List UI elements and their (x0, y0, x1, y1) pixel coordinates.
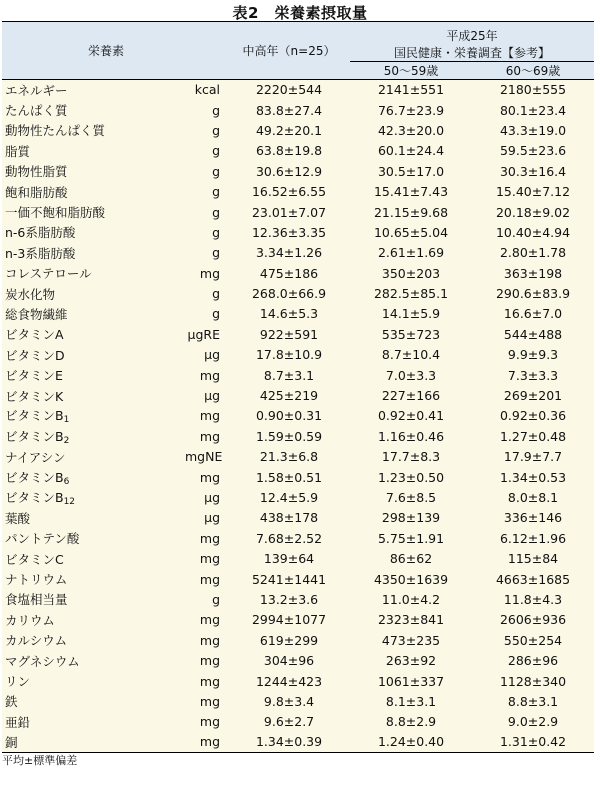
nutrient-unit: mg (199, 428, 221, 444)
value-middle-aged: 304±96 (263, 653, 315, 669)
value-middle-aged: 475±186 (259, 265, 319, 281)
value-middle-aged: 425±219 (259, 388, 319, 404)
table-row (2, 712, 594, 732)
table-row (2, 283, 594, 303)
value-60s: 6.12±1.96 (499, 530, 567, 546)
nutrient-unit: mg (199, 265, 221, 281)
value-50s: 1.23±0.50 (377, 469, 445, 485)
value-middle-aged: 12.4±5.9 (259, 490, 319, 505)
table-row (2, 610, 594, 630)
nutrient-unit: mg (199, 571, 221, 587)
nutrient-name: ビタミンA (5, 327, 64, 343)
table-row (2, 100, 594, 120)
value-50s: 227±166 (381, 388, 441, 404)
value-middle-aged: 2994±1077 (251, 612, 327, 628)
header-age-50s: 50～59歳 (383, 64, 439, 78)
nutrient-name: ビタミンK (5, 388, 64, 404)
nutrient-unit: g (212, 122, 221, 138)
table-row (2, 324, 594, 344)
header-ref-survey: 国民健康・栄養調査【参考】 (350, 44, 594, 62)
nutrient-unit: g (212, 286, 221, 302)
nutrient-name: リン (5, 674, 31, 690)
nutrient-unit: mg (199, 530, 221, 546)
table-row (2, 589, 594, 609)
table-row (2, 181, 594, 201)
nutrient-name: 動物性たんぱく質 (5, 123, 106, 139)
nutrient-unit: mg (199, 653, 221, 669)
value-60s: 1.34±0.53 (499, 469, 567, 485)
table-title: 表2 栄養素摂取量 (232, 4, 368, 22)
value-50s: 473±235 (381, 632, 441, 648)
value-50s: 7.6±8.5 (385, 490, 437, 505)
value-50s: 4350±1639 (373, 571, 449, 587)
value-middle-aged: 7.68±2.52 (255, 530, 323, 546)
value-50s: 7.0±3.3 (385, 367, 437, 383)
value-50s: 17.7±8.3 (381, 449, 441, 465)
value-60s: 2180±555 (499, 82, 567, 98)
nutrient-name: パントテン酸 (5, 531, 80, 547)
table-row (2, 80, 594, 100)
value-50s: 535±723 (381, 326, 441, 342)
table-row (2, 691, 594, 711)
value-60s: 8.0±8.1 (507, 490, 559, 505)
value-middle-aged: 1.58±0.51 (255, 469, 323, 485)
nutrient-unit: g (212, 184, 221, 200)
value-60s: 9.9±9.3 (507, 347, 559, 363)
nutrient-unit: μgRE (187, 326, 221, 342)
value-middle-aged: 30.6±12.9 (255, 163, 323, 179)
table-row (2, 345, 594, 365)
value-50s: 263±92 (385, 653, 437, 669)
nutrient-unit: g (212, 102, 221, 118)
nutrient-name: コレステロール (5, 266, 92, 282)
value-60s: 16.6±7.0 (503, 306, 563, 322)
nutrient-unit: g (212, 143, 221, 159)
value-60s: 1.27±0.48 (499, 428, 567, 444)
table-row (2, 528, 594, 548)
nutrient-unit: mg (199, 408, 221, 424)
table-row (2, 630, 594, 650)
value-middle-aged: 49.2±20.1 (255, 122, 323, 138)
nutrient-name: n-6系脂肪酸 (5, 225, 76, 241)
nutrient-unit: mg (199, 367, 221, 383)
value-60s: 363±198 (503, 265, 563, 281)
table-row (2, 487, 594, 507)
nutrient-unit: g (212, 163, 221, 179)
nutrient-name: 動物性脂質 (5, 164, 68, 180)
value-middle-aged: 16.52±6.55 (251, 184, 327, 200)
table-row (2, 161, 594, 181)
value-50s: 8.8±2.9 (385, 714, 437, 730)
nutrient-unit: g (212, 204, 221, 220)
nutrient-unit: mg (199, 673, 221, 689)
nutrient-name: 総食物繊維 (5, 306, 68, 322)
nutrient-name: ビタミン$B_6$ (5, 469, 70, 487)
table-row (2, 426, 594, 446)
value-50s: 11.0±4.2 (381, 591, 441, 607)
value-middle-aged: 438±178 (259, 510, 319, 526)
value-50s: 1.24±0.40 (377, 734, 445, 750)
nutrient-unit: mg (199, 714, 221, 730)
table-row (2, 508, 594, 528)
table-row (2, 671, 594, 691)
value-60s: 269±201 (503, 388, 563, 404)
nutrient-unit: μg (204, 388, 221, 404)
value-60s: 20.18±9.02 (495, 204, 571, 220)
table-row (2, 222, 594, 242)
nutrient-name: 鉄 (5, 694, 18, 710)
nutrient-name: マグネシウム (5, 653, 80, 669)
value-50s: 14.1±5.9 (381, 306, 441, 322)
nutrient-name: 亜鉛 (5, 714, 31, 730)
value-middle-aged: 2220±544 (255, 82, 323, 98)
nutrient-unit: g (212, 224, 221, 240)
value-60s: 43.3±19.0 (499, 122, 567, 138)
nutrient-name: 炭水化物 (5, 286, 56, 302)
value-middle-aged: 619±299 (259, 632, 319, 648)
value-50s: 8.1±3.1 (385, 693, 437, 709)
value-60s: 1.31±0.42 (499, 734, 567, 750)
value-60s: 2606±936 (499, 612, 567, 628)
value-60s: 336±146 (503, 510, 563, 526)
nutrient-name: ナトリウム (5, 572, 68, 588)
nutrient-intake-table (2, 21, 594, 753)
table-row (2, 569, 594, 589)
value-60s: 11.8±4.3 (503, 591, 563, 607)
value-middle-aged: 1.34±0.39 (255, 734, 323, 750)
value-60s: 7.3±3.3 (507, 367, 559, 383)
value-middle-aged: 1.59±0.59 (255, 428, 323, 444)
value-middle-aged: 5241±1441 (251, 571, 327, 587)
table-row (2, 406, 594, 426)
table-row (2, 385, 594, 405)
nutrient-name: カリウム (5, 612, 55, 628)
table-row (2, 365, 594, 385)
value-50s: 350±203 (381, 265, 441, 281)
nutrient-name: n-3系脂肪酸 (5, 245, 76, 261)
nutrient-name: ビタミン$B_1$ (5, 408, 70, 426)
value-middle-aged: 0.90±0.31 (255, 408, 323, 424)
nutrient-name: 葉酸 (5, 510, 31, 526)
value-50s: 1.16±0.46 (377, 428, 445, 444)
nutrient-unit: mgNE (185, 449, 223, 465)
value-middle-aged: 268.0±66.9 (251, 286, 327, 302)
value-60s: 1128±340 (499, 673, 567, 689)
nutrient-name: 銅 (5, 734, 18, 750)
table-row (2, 304, 594, 324)
value-60s: 15.40±7.12 (495, 184, 571, 200)
table-body (2, 80, 594, 753)
value-60s: 550±254 (503, 632, 563, 648)
value-middle-aged: 21.3±6.8 (259, 449, 319, 465)
nutrient-name: ビタミン$B_2$ (5, 428, 70, 446)
value-60s: 115±84 (507, 551, 559, 567)
value-middle-aged: 83.8±27.4 (255, 102, 323, 118)
nutrient-name: エネルギー (5, 82, 68, 98)
header-age-60s: 60～69歳 (505, 64, 561, 78)
nutrient-name: 脂質 (5, 143, 31, 159)
nutrient-name: カルシウム (5, 633, 68, 649)
value-60s: 286±96 (507, 653, 559, 669)
value-50s: 2141±551 (377, 82, 445, 98)
table-row (2, 548, 594, 568)
nutrient-unit: kcal (194, 82, 221, 98)
footnote: 平均±標準偏差 (2, 754, 78, 767)
value-60s: 8.8±3.1 (507, 693, 559, 709)
table-row (2, 447, 594, 467)
table-row (2, 141, 594, 161)
value-60s: 0.92±0.36 (499, 408, 567, 424)
value-50s: 8.7±10.4 (381, 347, 441, 363)
nutrient-unit: μg (204, 490, 221, 505)
value-50s: 15.41±7.43 (373, 184, 449, 200)
value-50s: 86±62 (389, 551, 433, 567)
value-50s: 282.5±85.1 (373, 286, 449, 302)
value-60s: 80.1±23.4 (499, 102, 567, 118)
nutrient-name: ビタミンD (5, 347, 65, 363)
value-60s: 9.0±2.9 (507, 714, 559, 730)
nutrient-unit: μg (204, 510, 221, 526)
nutrient-name: ビタミンC (5, 551, 64, 567)
value-middle-aged: 63.8±19.8 (255, 143, 323, 159)
value-middle-aged: 139±64 (263, 551, 315, 567)
value-middle-aged: 1244±423 (255, 673, 323, 689)
nutrient-unit: μg (204, 347, 221, 363)
value-50s: 2323±841 (377, 612, 445, 628)
table-row (2, 120, 594, 140)
value-50s: 30.5±17.0 (377, 163, 445, 179)
value-middle-aged: 23.01±7.07 (251, 204, 327, 220)
nutrient-unit: mg (199, 612, 221, 628)
value-60s: 544±488 (503, 326, 563, 342)
value-60s: 4663±1685 (495, 571, 571, 587)
table-row (2, 243, 594, 263)
nutrient-name: 飽和脂肪酸 (5, 184, 68, 200)
header-nutrient: 栄養素 (88, 44, 125, 58)
header-group: 中高年（n=25） (242, 44, 336, 58)
nutrient-unit: g (212, 306, 221, 322)
nutrient-name: ビタミン$B_{12}$ (5, 490, 76, 507)
value-60s: 17.9±7.7 (503, 449, 563, 465)
nutrient-unit: g (212, 591, 221, 607)
value-middle-aged: 9.8±3.4 (263, 693, 315, 709)
value-60s: 10.40±4.94 (495, 224, 571, 240)
value-60s: 30.3±16.4 (499, 163, 567, 179)
value-middle-aged: 9.6±2.7 (263, 714, 315, 730)
value-50s: 42.3±20.0 (377, 122, 445, 138)
header-ref-year: 平成25年 (446, 29, 498, 43)
nutrient-name: 食塩相当量 (5, 592, 68, 608)
value-50s: 21.15±9.68 (373, 204, 449, 220)
table-row (2, 650, 594, 670)
value-middle-aged: 922±591 (259, 326, 319, 342)
value-50s: 60.1±24.4 (377, 143, 445, 159)
value-middle-aged: 17.8±10.9 (255, 347, 323, 363)
table-row (2, 263, 594, 283)
value-middle-aged: 8.7±3.1 (263, 367, 315, 383)
value-60s: 290.6±83.9 (495, 286, 571, 302)
value-50s: 5.75±1.91 (377, 530, 445, 546)
nutrient-name: 一価不飽和脂肪酸 (5, 205, 106, 221)
value-middle-aged: 14.6±5.3 (259, 306, 319, 322)
value-60s: 2.80±1.78 (499, 245, 567, 261)
nutrient-unit: mg (199, 693, 221, 709)
nutrient-unit: mg (199, 551, 221, 567)
nutrient-name: たんぱく質 (5, 103, 68, 119)
value-50s: 2.61±1.69 (377, 245, 445, 261)
value-60s: 59.5±23.6 (499, 143, 567, 159)
value-50s: 10.65±5.04 (373, 224, 449, 240)
nutrient-unit: g (212, 245, 221, 261)
value-50s: 1061±337 (377, 673, 445, 689)
nutrient-name: ナイアシン (5, 449, 66, 465)
value-middle-aged: 12.36±3.35 (251, 224, 327, 240)
value-50s: 0.92±0.41 (377, 408, 445, 424)
nutrient-unit: mg (199, 469, 221, 485)
value-50s: 76.7±23.9 (377, 102, 445, 118)
value-middle-aged: 13.2±3.6 (259, 591, 319, 607)
nutrient-unit: mg (199, 632, 221, 648)
table-row (2, 732, 594, 752)
nutrient-unit: mg (199, 734, 221, 750)
value-50s: 298±139 (381, 510, 441, 526)
nutrient-name: ビタミンE (5, 368, 63, 384)
table-row (2, 467, 594, 487)
value-middle-aged: 3.34±1.26 (255, 245, 323, 261)
table-row (2, 202, 594, 222)
